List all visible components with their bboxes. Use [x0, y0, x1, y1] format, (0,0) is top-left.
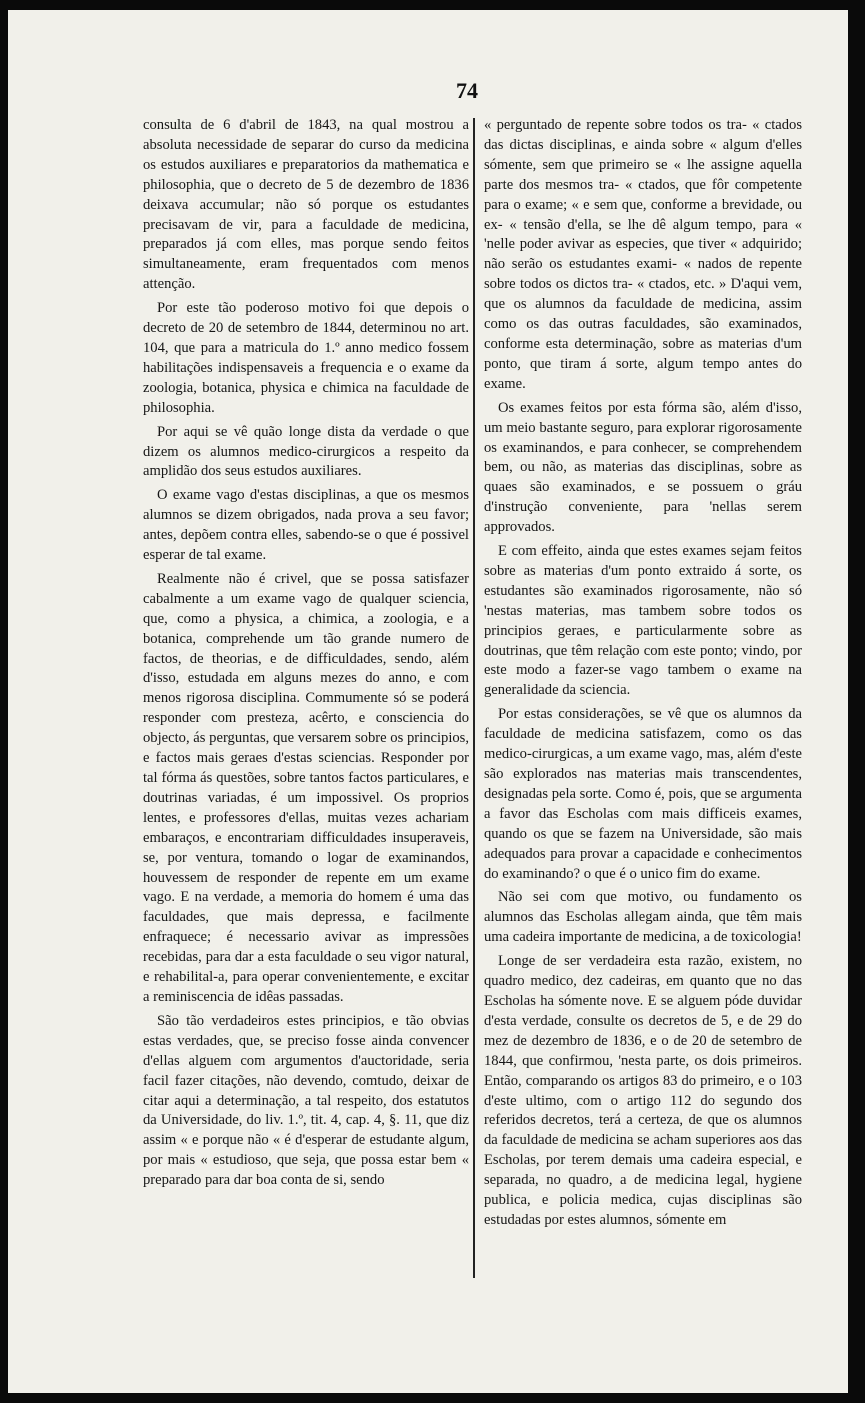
paragraph: Longe de ser verdadeira esta razão, existem, no quadro medico, dez cadeiras, em quanto que no das Escholas ha sómente nove. E se alguem póde duvidar d'esta verdade, consulte os decretos de 5, e de 29 do mez de dezembro de 1836, e o de 20 de setembro de 1844, que confirmou, 'nesta parte, os dois primeiros. Então, comparando os artigos 83 do primeiro, e o 103 d'este ultimo, com o artigo 112 do segundo dos referidos decretos, terá a certeza, de que os alumnos da faculdade de medicina se acham superiores aos das Escholas, por terem demais uma cadeira especial, e separada, no quadro, a de medicina legal, hygiene publica, e policia medica, cujas disciplinas são estudadas por estes alumnos, sómente em: [484, 953, 802, 1228]
paragraph: consulta de 6 d'abril de 1843, na qual mostrou a absoluta necessidade de separar do curso da medicina os estudos auxiliares e preparatorios da mathematica e philosophia, que o decreto de 5 de dezembro de 1836 deixava accumular; não só porque os estudantes precisavam de vir, para a faculdade de medicina, preparados já com elles, mas porque sendo feitos simultaneamente, eram frequentados com menos attenção.: [143, 117, 469, 293]
paragraph: Por estas considerações, se vê que os alumnos da faculdade de medicina satisfazem, como os das medico-cirurgicas, a um exame vago, mas, além d'este são explorados nas materias mais transcendentes, designadas pela sorte. Como é, pois, que se argumenta a favor das Escholas com mais difficeis exames, quando os que se fazem na Universidade, são mais adequados para provar a capacidade e conhecimentos do examinando? o que é o unico fim do exame.: [484, 706, 802, 882]
page-number: 74: [456, 78, 478, 103]
paragraph: Por este tão poderoso motivo foi que depois o decreto de 20 de setembro de 1844, determinou no art. 104, que para a matricula do 1.º anno medico fossem habilitações indispensaveis a frequencia e o exame da zoologia, botanica, physica e chimica na faculdade de philosophia.: [143, 300, 469, 416]
column-divider: [473, 118, 475, 1278]
left-column: [143, 116, 469, 1195]
document-page: [8, 10, 848, 1393]
paragraph: Realmente não é crivel, que se possa satisfazer cabalmente a um exame vago de qualquer sciencia, que, como a physica, a chimica, a zoologia, e a botanica, comprehende um tão grande numero de factos, de theorias, e de difficuldades, sendo, além d'isso, estudada em alguns mezes do anno, e com menos rigorosa disciplina. Commumente só se poderá responder com presteza, acêrto, e consciencia do objecto, ás perguntas, que versarem sobre os principios, e factos mais geraes d'estas sciencias. Responder por tal fórma ás questões, sobre tantos factos particulares, e doutrinas variadas, é um impossivel. Os proprios lentes, e professores d'ellas, muitas vezes achariam embaraços, e encontrariam difficuldades insuperaveis, se, por ventura, tomando o logar de examinandos, houvessem de responder de repente em um exame vago. E na verdade, a memoria do homem é uma das faculdades, que mais depressa, e facilmente enfraquece; é necessario avivar as impressões recebidas, para dar a esta faculdade o seu vigor natural, e rehabilital-a, para operar convenientemente, e excitar a reminiscencia de idêas passadas.: [143, 570, 469, 1005]
paragraph: « perguntado de repente sobre todos os tra- « ctados das dictas disciplinas, e ainda sobre « algum d'elles sómente, sem que primeiro se « lhe assigne aquella parte dos mesmos tra- « ctados, que fôr competente para o exame; « e sem que, conforme a brevidade, ou ex- « tensão d'ella, se lhe dê algum tempo, para « 'nelle poder avivar as especies, que tiver « adquirido; não serão os estudantes exami- « nados de repente sobre todos os dictos tra- « ctados, etc. » D'aqui vem, que os alumnos da faculdade de medicina, assim como os das outras faculdades, são examinados, conforme esta determinação, sobre as materias d'um ponto, que tiram á sorte, algum tempo antes do exame.: [484, 117, 802, 392]
paragraph: São tão verdadeiros estes principios, e tão obvias estas verdades, que, se preciso fosse ainda convencer d'ellas alguem com argumentos d'auctoridade, seria facil fazer citações, não devendo, comtudo, deixar de citar aqui a determinação, a tal respeito, dos estatutos da Universidade, do liv. 1.º, tit. 4, cap. 4, §. 11, que diz assim « e porque não « é d'esperar de estudante algum, por mais « estudioso, que seja, que possa estar bem « preparado para dar boa conta de si, sendo: [143, 1012, 469, 1189]
paragraph: O exame vago d'estas disciplinas, a que os mesmos alumnos se dizem obrigados, nada prova a seu favor; antes, depõem contra elles, sabendo-se o que é possivel esperar de tal exame.: [143, 487, 469, 564]
paragraph: Não sei com que motivo, ou fundamento os alumnos das Escholas allegam ainda, que têm mais uma cadeira importante de medicina, a de toxicologia!: [484, 889, 802, 946]
paragraph: E com effeito, ainda que estes exames sejam feitos sobre as materias d'um ponto extraido á sorte, os estudantes são examinados rigorosamente, não só 'nestas materias, mas tambem sobre todos os principios geraes, e particularmente sobre as doutrinas, que têm relação com este ponto; vindo, por este modo a fazer-se vago tambem o exame na generalidade da sciencia.: [484, 543, 802, 699]
paragraph: Por aqui se vê quão longe dista da verdade o que dizem os alumnos medico-cirurgicos a respeito da amplidão dos seus estudos auxiliares.: [143, 423, 469, 480]
paragraph: Os exames feitos por esta fórma são, além d'isso, um meio bastante seguro, para explorar rigorosamente os examinandos, e para conhecer, se comprehendem bem, ou não, as materias das disciplinas, sobre as quaes são examinados, e se possuem o gráu d'instrução conveniente, para 'nellas serem approvados.: [484, 399, 802, 536]
right-column: [484, 116, 802, 1235]
